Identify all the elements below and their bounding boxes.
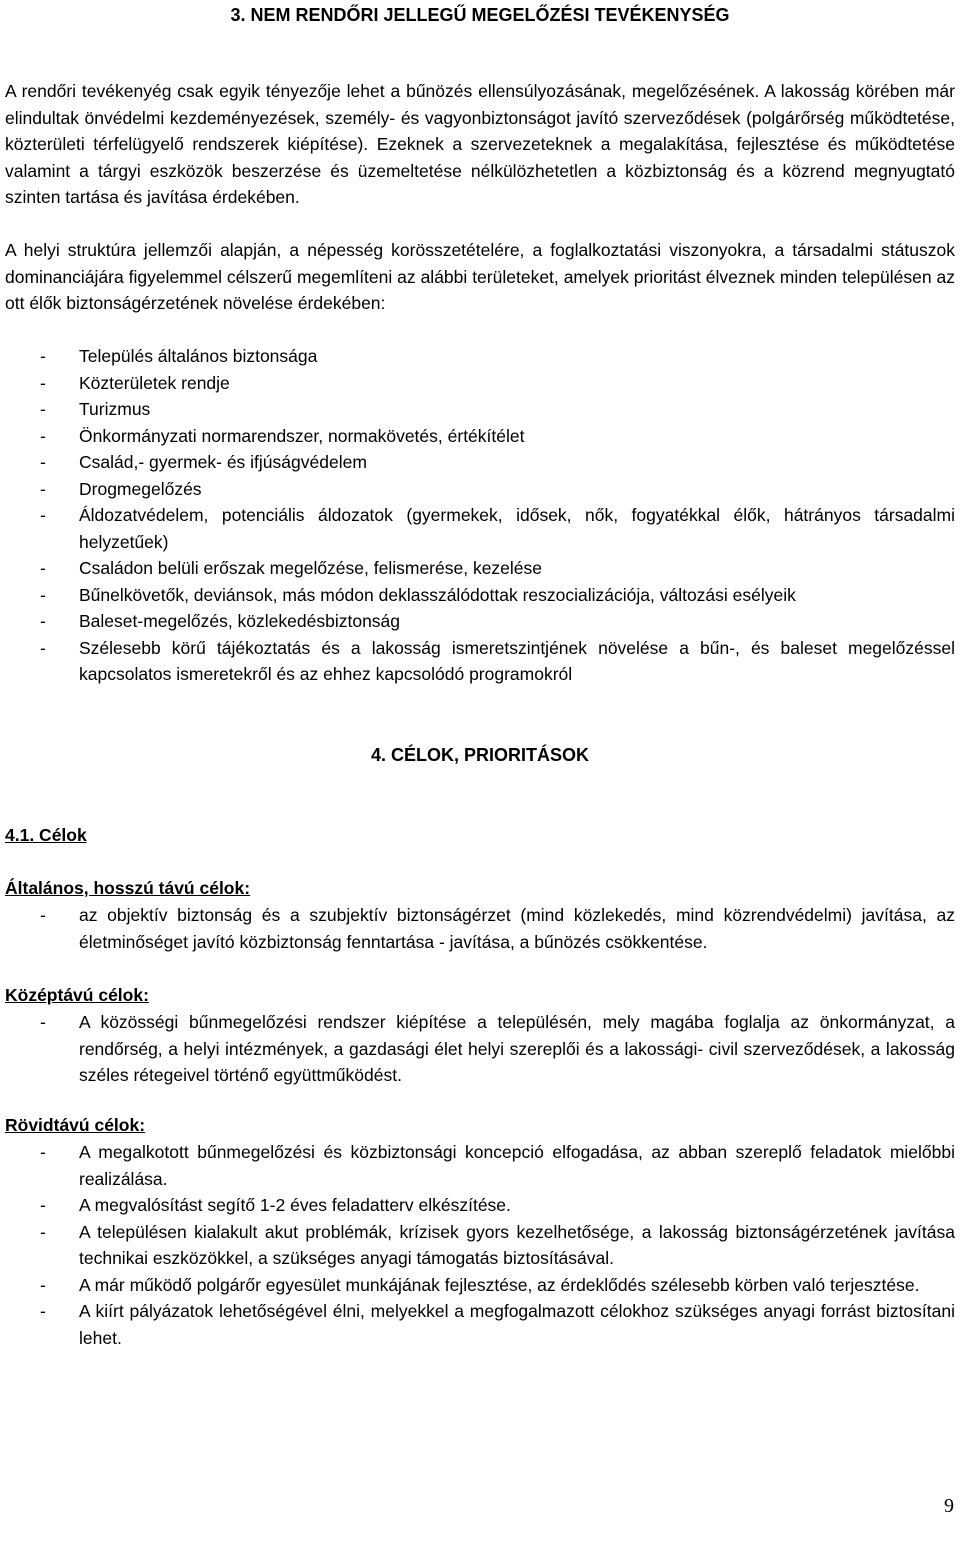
bullet-dash: -	[40, 478, 46, 499]
list-item	[5, 476, 955, 503]
long-term-goals-heading: Általános, hosszú távú célok:	[5, 878, 251, 898]
list-item	[5, 423, 955, 450]
list-item-text: Drogmegelőzés	[79, 478, 202, 499]
list-item	[5, 370, 955, 397]
bullet-dash: -	[40, 558, 46, 578]
short-term-goals-list	[5, 1139, 955, 1351]
section-3-paragraph-1: A rendőri tevékenyég csak egyik tényezője lehet a bűnözés ellensúlyozásának, megelőzésének. A lakosság körében már elindultak önvédelmi kezdeményezések, személy- és vagyonbiztonságot javító szerveződések (polgárőrség működtetése, közterületi térfelügyelő rendszerek kiépítése). Ezeknek a szervezeteknek a megalakítása, fejlesztése és működtetése valamint a tárgyi eszközök beszerzése és üzemeltetése nélkülözhetetlen a közbiztonság és a közrend megnyugtató szinten tartása és javítása érdekében.	[5, 81, 955, 207]
list-item-text: Baleset-megelőzés, közlekedésbiztonság	[79, 611, 401, 631]
list-item	[5, 902, 955, 955]
list-item	[5, 396, 955, 423]
list-item-text: Családon belüli erőszak megelőzése, felismerése, kezelése	[79, 558, 543, 578]
section-3-paragraph-2: A helyi struktúra jellemzői alapján, a népesség korösszetételére, a foglalkoztatási viszonyokra, a társadalmi státuszok dominanciájára figyelemmel célszerű megemlíteni az alábbi területeket, amelyek prioritást élveznek minden településen az ott élők biztonságérzetének növelése érdekében:	[5, 240, 955, 313]
bullet-dash: -	[40, 1195, 46, 1215]
list-item-text: Közterületek rendje	[79, 372, 230, 393]
short-term-goals-heading: Rövidtávú célok:	[5, 1115, 146, 1135]
list-item	[5, 635, 955, 688]
long-term-goals-list	[5, 902, 955, 955]
bullet-dash: -	[40, 425, 46, 446]
list-item	[5, 555, 955, 582]
list-item	[5, 343, 955, 370]
list-item-text: A településen kialakult akut problémák, krízisek gyors kezelhetősége, a lakosság biztonságérzetének javítása technikai eszközökkel, a szükséges anyagi támogatás biztosításával.	[79, 1221, 955, 1268]
list-item-text: A közösségi bűnmegelőzési rendszer kiépítése a településén, mely magába foglalja az önkormányzat, a rendőrség, a helyi intézmények, a gazdasági élet helyi szereplői és a lakossági- civil szerveződések, a lakosság széles rétegeivel történő együttműködést.	[79, 1012, 955, 1085]
list-item	[5, 1192, 955, 1219]
list-item-text: Település általános biztonsága	[79, 346, 318, 366]
list-item-text: Család,- gyermek- és ifjúságvédelem	[79, 452, 367, 472]
bullet-dash: -	[40, 346, 46, 366]
bullet-dash: -	[40, 505, 46, 525]
section-3-title: 3. NEM RENDŐRI JELLEGŰ MEGELŐZÉSI TEVÉKENYSÉG	[230, 5, 730, 25]
bullet-dash: -	[40, 1012, 46, 1032]
list-item	[5, 449, 955, 476]
section-4-title: 4. CÉLOK, PRIORITÁSOK	[370, 745, 590, 765]
list-item-text: Turizmus	[79, 399, 151, 419]
bullet-dash: -	[40, 1221, 46, 1242]
bullet-dash: -	[40, 1301, 46, 1321]
list-item-text: A kiírt pályázatok lehetőségével élni, melyekkel a megfogalmazott célokhoz szükséges anyagi forrást biztosítani lehet.	[79, 1301, 955, 1348]
list-item	[5, 1219, 955, 1272]
list-item	[5, 1139, 955, 1192]
list-item	[5, 502, 955, 555]
list-item-text: A megvalósítást segítő 1-2 éves feladatterv elkészítése.	[79, 1195, 511, 1215]
list-item-text: Áldozatvédelem, potenciális áldozatok (gyermekek, idősek, nők, fogyatékkal élők, hátrányos társadalmi helyzetűek)	[79, 505, 955, 552]
mid-term-goals-heading: Középtávú célok:	[5, 985, 149, 1005]
list-item-text: Szélesebb körű tájékoztatás és a lakosság ismeretszintjének növelése a bűn-, és baleset megelőzéssel kapcsolatos ismeretekről és az ehhez kapcsolódó programokról	[79, 637, 955, 684]
bullet-dash: -	[40, 905, 46, 925]
priority-areas-list	[5, 343, 955, 688]
bullet-dash: -	[40, 611, 46, 631]
bullet-dash: -	[40, 452, 46, 472]
bullet-dash: -	[40, 584, 46, 605]
page-number: 9	[944, 1495, 954, 1517]
list-item	[5, 1298, 955, 1351]
bullet-dash: -	[40, 637, 46, 658]
bullet-dash: -	[40, 399, 46, 419]
mid-term-goals-list	[5, 1009, 955, 1089]
list-item-text: A már működő polgárőr egyesület munkájának fejlesztése, az érdeklődés szélesebb körben való terjesztése.	[79, 1274, 920, 1295]
list-item	[5, 1272, 955, 1299]
list-item-text: az objektív biztonság és a szubjektív biztonságérzet (mind közlekedés, mind közrendvédelmi) javítása, az életminőséget javító közbiztonság fenntartása - javítása, a bűnözés csökkentése.	[79, 905, 955, 952]
list-item-text: A megalkotott bűnmegelőzési és közbiztonsági koncepció elfogadása, az abban szereplő feladatok mielőbbi realizálása.	[79, 1142, 955, 1189]
list-item-text: Bűnelkövetők, deviánsok, más módon deklasszálódottak reszocializációja, változási esélyeik	[79, 584, 796, 605]
subsection-4-1-heading: 4.1. Célok	[5, 825, 87, 845]
list-item	[5, 1009, 955, 1089]
bullet-dash: -	[40, 372, 46, 393]
bullet-dash: -	[40, 1142, 46, 1162]
list-item	[5, 582, 955, 609]
list-item-text: Önkormányzati normarendszer, normakövetés, értékítélet	[79, 425, 525, 446]
bullet-dash: -	[40, 1274, 46, 1295]
list-item	[5, 608, 955, 635]
